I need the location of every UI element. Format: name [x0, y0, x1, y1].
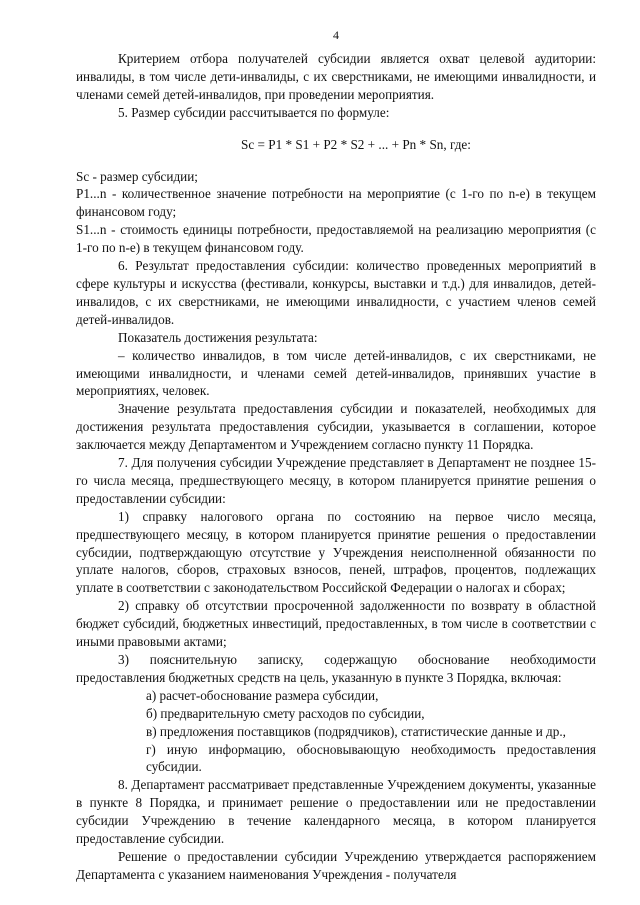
definition-p: P1...n - количественное значение потребности на мероприятие (с 1-го по n-е) в текущем финансовом году; — [76, 186, 596, 220]
paragraph-7-item-1: 1) справку налогового органа по состоянию на первое число месяца, предшествующего месяцу, в котором планируется принятие решения о предоставлении субсидии, подтверждающую отсутствие у Учреждения неисполненной обязанности по уплате налогов, сборов, страховых взносов, пеней, штрафов, процентов, подлежащих уплате в соответствии с законодательством Российской Федерации о налогах и сборах; — [76, 508, 596, 596]
paragraph-7-item-3d: г) иную информацию, обосновывающую необходимость предоставления субсидии. — [146, 741, 596, 775]
definition-sc: Sc - размер субсидии; — [76, 168, 198, 184]
paragraph-7-item-2: 2) справку об отсутствии просроченной задолженности по возврату в областной бюджет субсидий, бюджетных инвестиций, предоставленных, в том числе в соответствии с иными правовыми актами; — [76, 598, 596, 650]
paragraph-7-item-3b: б) предварительную смету расходов по субсидии, — [146, 705, 425, 721]
paragraph-7-item-3c: в) предложения поставщиков (подрядчиков), статистические данные и др., — [146, 723, 566, 739]
paragraph-6: 6. Результат предоставления субсидии: количество проведенных мероприятий в сфере культуры и искусства (фестивали, конкурсы, выставки и т.д.) для инвалидов, детей-инвалидов, с их сверстниками, не имеющими инвалидности, с участием членов семей детей-инвалидов. — [76, 258, 596, 327]
subsidy-formula: Sc = P1 * S1 + P2 * S2 + ... + Pn * Sn, где: — [241, 136, 471, 152]
page-number: 4 — [333, 28, 339, 42]
definition-s: S1...n - стоимость единицы потребности, предоставляемой на реализацию мероприятия (с 1-го по n-е) в текущем финансовом году. — [76, 222, 596, 256]
paragraph-8: 8. Департамент рассматривает представленные Учреждением документы, указанные в пункте 8 Порядка, и принимает решение о предоставлении или не предоставлении субсидии Учреждению в течение календарного месяца, в котором планируется предоставление субсидии. — [76, 777, 596, 847]
paragraph-7-item-3: 3) пояснительную записку, содержащую обоснование необходимости предоставления бюджетных средств на цель, указанную в пункте 3 Порядка, включая: — [76, 652, 596, 685]
paragraph-7-item-3a: а) расчет-обоснование размера субсидии, — [146, 687, 379, 703]
paragraph-5: 5. Размер субсидии рассчитывается по формуле: — [118, 104, 390, 120]
paragraph-7: 7. Для получения субсидии Учреждение представляет в Департамент не позднее 15-го числа месяца, предшествующего месяцу, в котором планируется принятие решения о предоставлении субсидии: — [76, 455, 596, 506]
indicator-heading: Показатель достижения результата: — [118, 329, 318, 345]
paragraph-criteria: Критерием отбора получателей субсидии является охват целевой аудитории: инвалиды, в том числе дети-инвалиды, с их сверстниками, не имеющими инвалидности, и членами семей детей-инвалидов, при проведении мероприятия. — [76, 51, 596, 102]
paragraph-decision: Решение о предоставлении субсидии Учреждению утверждается распоряжением Департамента с указанием наименования Учреждения - получателя — [76, 848, 596, 882]
paragraph-result-value: Значение результата предоставления субсидии и показателей, необходимых для достижения результата предоставления субсидии, указывается в соглашении, которое заключается между Департаментом и Учреждением согласно пункту 11 Порядка. — [76, 401, 596, 453]
indicator-item: – количество инвалидов, в том числе детей-инвалидов, с их сверстниками, не имеющими инвалидности, и членами семей детей-инвалидов, принявших участие в мероприятиях, человек. — [76, 347, 596, 399]
